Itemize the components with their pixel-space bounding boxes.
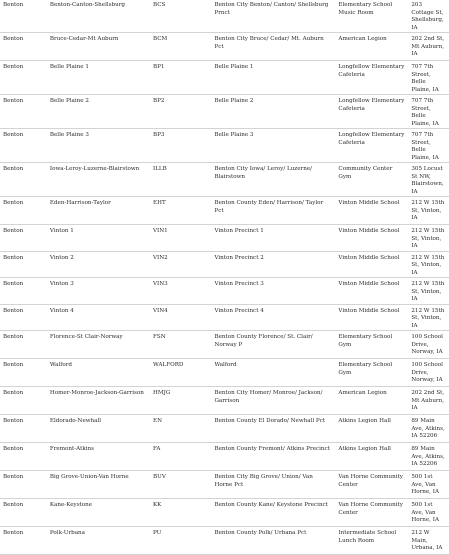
code-cell: HMJG	[150, 387, 211, 415]
location-cell: Vinton Middle School	[335, 225, 408, 252]
code-cell: FA	[150, 443, 211, 471]
location-cell: American Legion	[335, 33, 408, 61]
location-cell: Longfellow Elementary Cafeteria	[335, 95, 408, 129]
precinct-name-cell: Belle Plaine 3	[211, 129, 335, 163]
precinct-name-cell: Benton City Big Grove/ Union/ Van Horne Pct	[211, 471, 335, 499]
table-row	[0, 61, 449, 95]
precinct-cell: Walford	[47, 359, 150, 387]
precinct-name-cell: Benton County Florence/ St. Clair/ Norway P	[211, 331, 335, 359]
code-cell: BP1	[150, 61, 211, 95]
table-row	[0, 95, 449, 129]
precinct-name-cell: Benton City Homer/ Monroe/ Jackson/ Garrison	[211, 387, 335, 415]
address-cell: 707 7th Street, Belle Plaine, IA	[408, 129, 449, 163]
county-cell: Benton	[0, 331, 47, 359]
precinct-cell: Vinton 1	[47, 225, 150, 252]
code-cell: FSN	[150, 331, 211, 359]
county-cell: Benton	[0, 163, 47, 197]
location-cell: Vinton Middle School	[335, 278, 408, 305]
county-cell: Benton	[0, 225, 47, 252]
address-cell: 202 2nd St, Mt Auburn, IA	[408, 387, 449, 415]
precinct-cell: Belle Plaine 3	[47, 129, 150, 163]
county-cell: Benton	[0, 278, 47, 305]
table-row	[0, 415, 449, 443]
precinct-name-cell: Benton City Iowa/ Leroy/ Luzerne/ Blairstown	[211, 163, 335, 197]
precinct-cell: Florence-St Clair-Norway	[47, 331, 150, 359]
precinct-name-cell: Benton County Polk/ Urbana Pct	[211, 527, 335, 555]
precinct-cell: Fremont-Atkins	[47, 443, 150, 471]
county-cell: Benton	[0, 197, 47, 225]
location-cell: Elementary School Music Room	[335, 0, 408, 33]
code-cell: PU	[150, 527, 211, 555]
precinct-cell: Iowa-Leroy-Luzerne-Blairstown	[47, 163, 150, 197]
location-cell: Longfellow Elementary Cafeteria	[335, 129, 408, 163]
precinct-name-cell: Vinton Precinct 3	[211, 278, 335, 305]
precinct-cell: Vinton 3	[47, 278, 150, 305]
table-row	[0, 33, 449, 61]
county-cell: Benton	[0, 443, 47, 471]
precinct-cell: Benton-Canton-Shellsburg	[47, 0, 150, 33]
address-cell: 100 School Drive, Norway, IA	[408, 331, 449, 359]
address-cell: 212 W 15th St, Vinton, IA	[408, 278, 449, 305]
precinct-cell: Vinton 2	[47, 251, 150, 278]
address-cell: 212 W 15th St, Vinton, IA	[408, 225, 449, 252]
precinct-name-cell: Walford	[211, 359, 335, 387]
table-row	[0, 387, 449, 415]
table-row	[0, 471, 449, 499]
county-cell: Benton	[0, 304, 47, 331]
code-cell: BP2	[150, 95, 211, 129]
location-cell: Van Horne Community Center	[335, 499, 408, 527]
address-cell: 212 W 15th St, Vinton, IA	[408, 251, 449, 278]
location-cell: Van Horne Community Center	[335, 471, 408, 499]
code-cell: EHT	[150, 197, 211, 225]
address-cell: 500 1st Ave, Van Horne, IA	[408, 499, 449, 527]
county-cell: Benton	[0, 471, 47, 499]
county-cell: Benton	[0, 387, 47, 415]
table-row	[0, 304, 449, 331]
precinct-cell: Vinton 4	[47, 304, 150, 331]
code-cell: VIN1	[150, 225, 211, 252]
precinct-cell: Bruce-Cedar-Mt Auburn	[47, 33, 150, 61]
code-cell: VIN4	[150, 304, 211, 331]
table-row	[0, 443, 449, 471]
location-cell: Community Center Gym	[335, 163, 408, 197]
table-row	[0, 331, 449, 359]
address-cell: 305 Locust St NW, Blairstown, IA	[408, 163, 449, 197]
address-cell: 89 Main Ave, Atkins, IA 52206	[408, 415, 449, 443]
address-cell: 100 School Drive, Norway, IA	[408, 359, 449, 387]
precinct-cell: Kane-Keystone	[47, 499, 150, 527]
location-cell: Vinton Middle School	[335, 251, 408, 278]
location-cell: American Legion	[335, 387, 408, 415]
county-cell: Benton	[0, 359, 47, 387]
code-cell: BUV	[150, 471, 211, 499]
address-cell: 202 2nd St, Mt Auburn, IA	[408, 33, 449, 61]
table-row	[0, 359, 449, 387]
code-cell: VIN2	[150, 251, 211, 278]
precinct-name-cell: Vinton Precinct 1	[211, 225, 335, 252]
county-cell: Benton	[0, 415, 47, 443]
precinct-name-cell: Belle Plaine 2	[211, 95, 335, 129]
location-cell: Atkins Legion Hall	[335, 443, 408, 471]
location-cell: Vinton Middle School	[335, 304, 408, 331]
code-cell: VIN3	[150, 278, 211, 305]
code-cell: ILLB	[150, 163, 211, 197]
address-cell: 89 Main Ave, Atkins, IA 52206	[408, 443, 449, 471]
county-cell: Benton	[0, 527, 47, 555]
address-cell: 707 7th Street, Belle Plaine, IA	[408, 95, 449, 129]
county-cell: Benton	[0, 129, 47, 163]
location-cell: Longfellow Elementary Cafeteria	[335, 61, 408, 95]
precinct-name-cell: Belle Plaine 1	[211, 61, 335, 95]
county-cell: Benton	[0, 0, 47, 33]
precinct-name-cell: Benton County Fremont/ Atkins Precinct	[211, 443, 335, 471]
location-cell: Elementary School Gym	[335, 331, 408, 359]
table-row	[0, 278, 449, 305]
address-cell: 500 1st Ave, Van Horne, IA	[408, 471, 449, 499]
address-cell: 212 W 15th St, Vinton, IA	[408, 304, 449, 331]
code-cell: WALFORD	[150, 359, 211, 387]
code-cell: KK	[150, 499, 211, 527]
precinct-name-cell: Benton City Bruce/ Cedar/ Mt. Auburn Pct	[211, 33, 335, 61]
precinct-name-cell: Benton County El Dorado/ Newhall Pct	[211, 415, 335, 443]
precinct-cell: Belle Plaine 2	[47, 95, 150, 129]
county-cell: Benton	[0, 251, 47, 278]
precinct-name-cell: Benton City Benton/ Canton/ Shellsburg Prnct	[211, 0, 335, 33]
county-cell: Benton	[0, 61, 47, 95]
code-cell: BCM	[150, 33, 211, 61]
precinct-cell: Big Grove-Union-Van Horne	[47, 471, 150, 499]
precinct-name-cell: Benton County Eden/ Harrison/ Taylor Pct	[211, 197, 335, 225]
address-cell: 707 7th Street, Belle Plaine, IA	[408, 61, 449, 95]
table-row	[0, 251, 449, 278]
precinct-cell: Homer-Monroe-Jackson-Garrison	[47, 387, 150, 415]
location-cell: Atkins Legion Hall	[335, 415, 408, 443]
precinct-cell: Eden-Harrison-Taylor	[47, 197, 150, 225]
precinct-name-cell: Benton County Kane/ Keystone Precinct	[211, 499, 335, 527]
precinct-name-cell: Vinton Precinct 4	[211, 304, 335, 331]
table-row	[0, 225, 449, 252]
table-row	[0, 0, 449, 33]
precinct-cell: Eldorado-Newhall	[47, 415, 150, 443]
precinct-cell: Belle Plaine 1	[47, 61, 150, 95]
location-cell: Intermediate School Lunch Room	[335, 527, 408, 555]
table-row	[0, 197, 449, 225]
county-cell: Benton	[0, 95, 47, 129]
table-row	[0, 129, 449, 163]
table-row	[0, 163, 449, 197]
precinct-name-cell: Vinton Precinct 2	[211, 251, 335, 278]
address-cell: 203 Cottage St, Shellsburg, IA	[408, 0, 449, 33]
table-row	[0, 527, 449, 555]
address-cell: 212 W 15th St, Vinton, IA	[408, 197, 449, 225]
code-cell: EN	[150, 415, 211, 443]
location-cell: Elementary School Gym	[335, 359, 408, 387]
county-cell: Benton	[0, 499, 47, 527]
precinct-cell: Polk-Urbana	[47, 527, 150, 555]
code-cell: BP3	[150, 129, 211, 163]
address-cell: 212 W Main, Urbana, IA	[408, 527, 449, 555]
location-cell: Vinton Middle School	[335, 197, 408, 225]
code-cell: BCS	[150, 0, 211, 33]
county-cell: Benton	[0, 33, 47, 61]
table-row	[0, 499, 449, 527]
